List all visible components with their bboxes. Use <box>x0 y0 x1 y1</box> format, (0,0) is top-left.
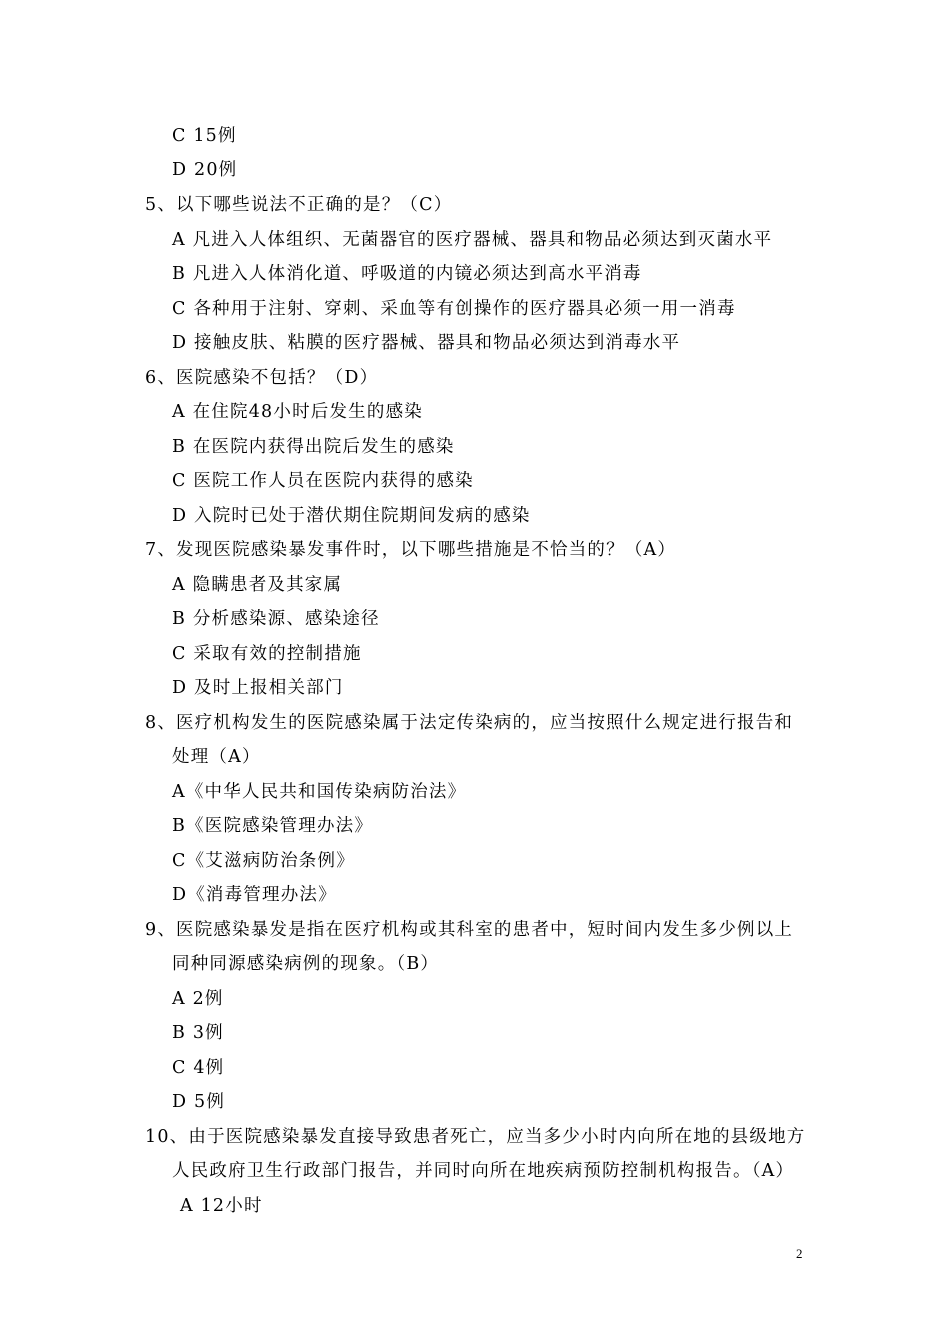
option-line: C《艾滋病防治条例》 <box>172 851 355 871</box>
question-8: 8、医疗机构发生的医院感染属于法定传染病的，应当按照什么规定进行报告和 <box>145 713 794 733</box>
option-line: B 分析感染源、感染途径 <box>172 609 380 629</box>
question-10-continuation: 人民政府卫生行政部门报告，并同时向所在地疾病预防控制机构报告。（A） <box>172 1161 795 1181</box>
option-line: C 15例 <box>172 126 237 146</box>
option-line: A 凡进入人体组织、无菌器官的医疗器械、器具和物品必须达到灭菌水平 <box>172 230 773 250</box>
question-6: 6、医院感染不包括？（D） <box>145 368 379 388</box>
question-9: 9、医院感染暴发是指在医疗机构或其科室的患者中，短时间内发生多少例以上 <box>145 920 794 940</box>
option-line: C 医院工作人员在医院内获得的感染 <box>172 471 474 491</box>
option-line: D《消毒管理办法》 <box>172 885 337 905</box>
option-line: B《医院感染管理办法》 <box>172 816 374 836</box>
option-line: A 12小时 <box>180 1196 263 1216</box>
option-line: A 隐瞒患者及其家属 <box>172 575 343 595</box>
option-line: A 2例 <box>172 989 224 1009</box>
option-line: C 4例 <box>172 1058 225 1078</box>
option-line: D 入院时已处于潜伏期住院期间发病的感染 <box>172 506 531 526</box>
question-7: 7、发现医院感染暴发事件时，以下哪些措施是不恰当的？（A） <box>145 540 677 560</box>
option-line: C 各种用于注射、穿刺、采血等有创操作的医疗器具必须一用一消毒 <box>172 299 736 319</box>
option-line: B 凡进入人体消化道、呼吸道的内镜必须达到高水平消毒 <box>172 264 642 284</box>
option-line: D 20例 <box>172 160 238 180</box>
option-line: D 5例 <box>172 1092 226 1112</box>
option-line: A 在住院48小时后发生的感染 <box>172 402 423 422</box>
option-line: B 在医院内获得出院后发生的感染 <box>172 437 455 457</box>
question-10: 10、由于医院感染暴发直接导致患者死亡，应当多少小时内向所在地的县级地方 <box>145 1127 806 1147</box>
option-line: C 采取有效的控制措施 <box>172 644 362 664</box>
option-line: A《中华人民共和国传染病防治法》 <box>172 782 467 802</box>
option-line: D 接触皮肤、粘膜的医疗器械、器具和物品必须达到消毒水平 <box>172 333 681 353</box>
question-5: 5、以下哪些说法不正确的是？（C） <box>145 195 453 215</box>
page-number: 2 <box>796 1246 803 1261</box>
option-line: D 及时上报相关部门 <box>172 678 344 698</box>
option-line: B 3例 <box>172 1023 224 1043</box>
question-9-continuation: 同种同源感染病例的现象。（B） <box>172 954 440 974</box>
question-8-continuation: 处理（A） <box>172 747 261 767</box>
